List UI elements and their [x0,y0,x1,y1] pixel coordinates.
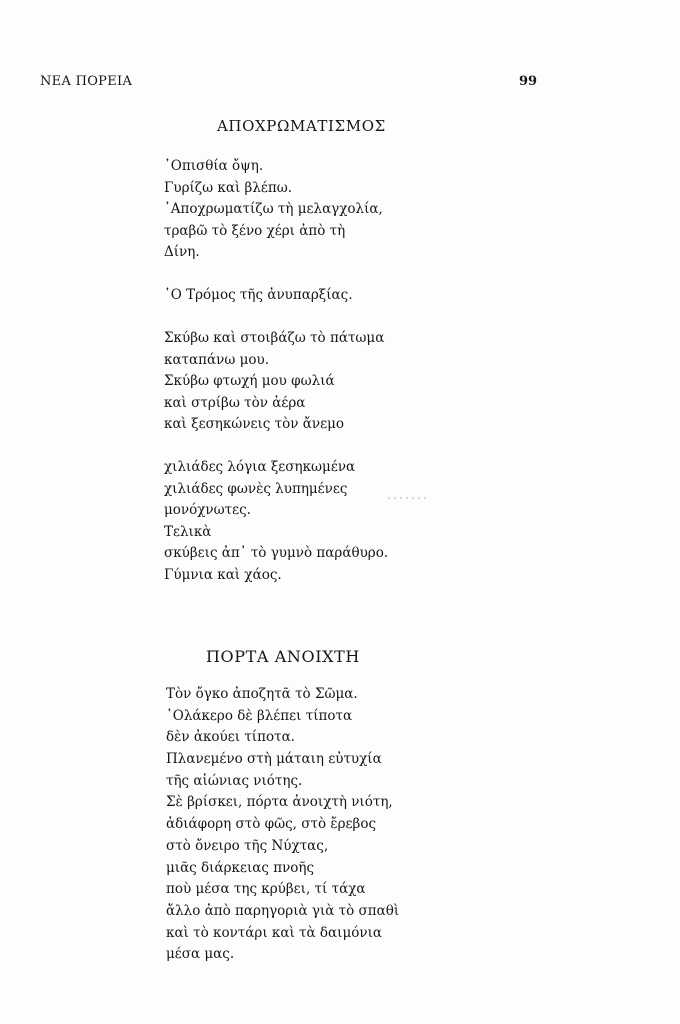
poem-line: τῆς αἰώνιας νιότης. [166,772,303,789]
poem-body [166,684,399,966]
poem-line: Σκύβω φτωχή μου φωλιά [164,373,335,389]
poem-body [164,156,388,586]
poem-line: Πλανεμένο στὴ μάταιη εὐτυχία [166,751,382,768]
poem-line: Γύμνια καὶ χάος. [164,566,282,583]
poem-line: χιλιάδες φωνὲς λυπημένες [164,480,348,497]
poem-line: Γυρίζω καὶ βλέπω. [164,179,293,196]
poem-line: καὶ ξεσηκώνεις τὸν ἄνεμο [164,416,344,432]
poem-line: ᾿Οπισθία ὄψη. [164,158,264,174]
poem-line: στὸ ὄνειρο τῆς Νύχτας, [166,837,329,854]
page-number: 99 [519,74,538,89]
poem-line: ποὺ μέσα της κρύβει, τί τάχα [166,881,366,898]
poem-line: δὲν ἀκούει τίποτα. [166,729,295,746]
poem-title: ΑΠΟΧΡΩΜΑΤΙΣΜΟΣ [217,117,386,135]
running-header-journal: ΝΕΑ ΠΟΡΕΙΑ [40,74,133,89]
poem-line: Δίνη. [164,244,200,260]
poem-title: ΠΟΡΤΑ ΑΝΟΙΧΤΗ [206,647,360,666]
poem-line: ῾Ολάκερο δὲ βλέπει τίποτα [166,707,353,724]
poem-line: σκύβεις ἀπ᾿ τὸ γυμνὸ παράθυρο. [164,545,389,561]
poem-line: Τελικὰ [164,523,212,540]
poem-line: Τὸν ὄγκο ἀποζητᾶ τὸ Σῶμα. [166,686,358,702]
poem-line: ᾿Αποχρωματίζω τὴ μελαγχολία, [164,201,383,217]
poem-line: μιᾶς διάρκειας πνοῆς [166,859,315,876]
poem-line: καὶ στρίβω τὸν ἀέρα [164,394,306,411]
poem-line: μονόχνωτες. [164,502,251,518]
stanza-break [164,436,388,458]
poem-line: καὶ τὸ κοντάρι καὶ τὰ δαιμόνια [166,924,382,941]
poem-line: καταπάνω μου. [164,351,270,368]
poem-line: ῾Ο Τρόμος τῆς ἀνυπαρξίας. [164,287,353,303]
poem-line: χιλιάδες λόγια ξεσηκωμένα [164,459,356,475]
poem-line: μέσα μας. [166,946,235,963]
poem-line: ἄλλο ἀπὸ παρηγοριὰ γιὰ τὸ σπαθὶ [166,902,400,919]
stanza-break [164,264,388,286]
poem-line: τραβῶ τὸ ξένο χέρι ἀπὸ τὴ [164,222,346,239]
poem-line: ἀδιάφορη στὸ φῶς, στὸ ἔρεβος [166,816,377,833]
poem-line: Σκύβω καὶ στοιβάζω τὸ πάτωμα [164,330,385,346]
poem-line: Σὲ βρίσκει, πόρτα ἀνοιχτὴ νιότη, [166,794,393,811]
scan-speckle [388,497,428,499]
stanza-break [164,307,388,329]
